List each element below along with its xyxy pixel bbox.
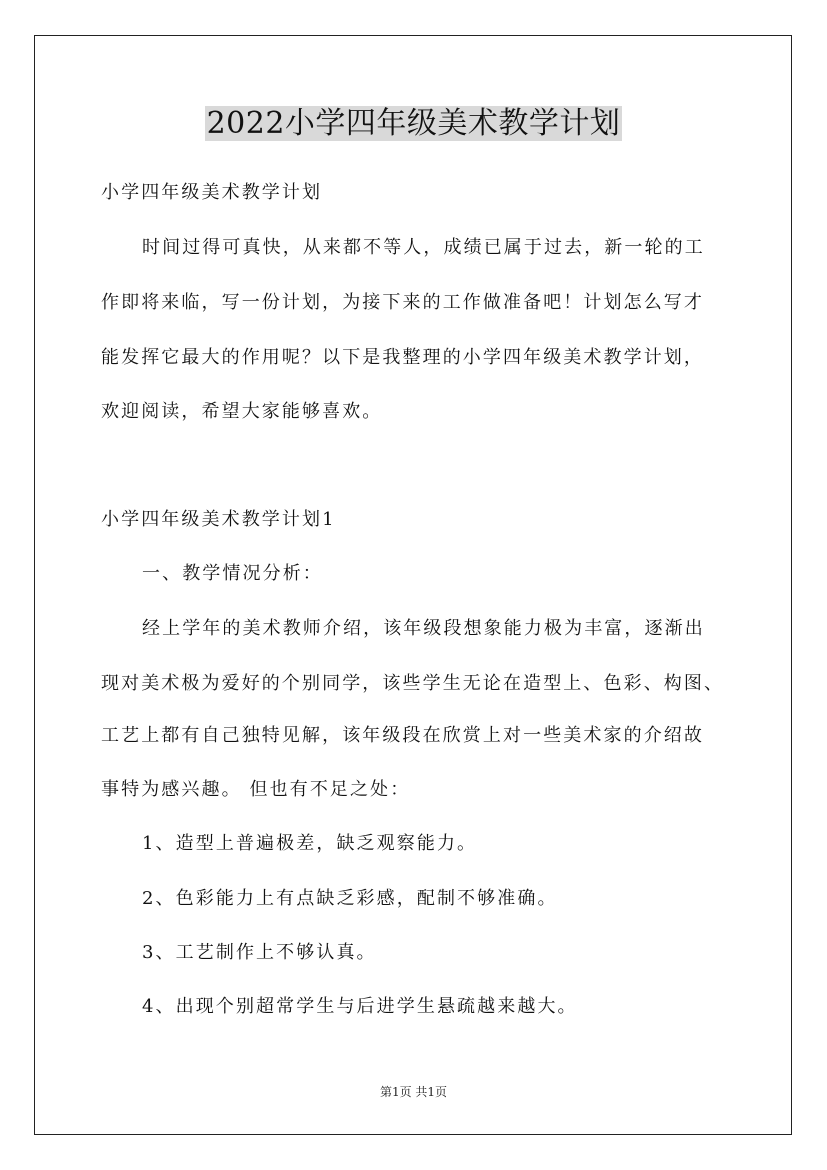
document-title	[0, 104, 827, 144]
list-item-1: 1、造型上普遍极差，缺乏观察能力。	[142, 833, 478, 854]
subtitle: 小学四年级美术教学计划	[101, 182, 323, 203]
list-item-2: 2、色彩能力上有点缺乏彩感，配制不够准确。	[142, 888, 558, 909]
intro-line-3: 能发挥它最大的作用呢？以下是我整理的小学四年级美术教学计划，	[101, 347, 704, 368]
page-footer: 第1页 共1页	[379, 1085, 448, 1099]
document-title-text: 2022小学四年级美术教学计划	[206, 106, 621, 141]
analysis-line-1: 经上学年的美术教师介绍，该年级段想象能力极为丰富，逐渐出	[142, 618, 705, 639]
intro-line-4: 欢迎阅读，希望大家能够喜欢。	[101, 401, 383, 422]
intro-line-2: 作即将来临，写一份计划，为接下来的工作做准备吧！计划怎么写才	[101, 292, 704, 313]
analysis-line-3: 工艺上都有自己独特见解，该年级段在欣赏上对一些美术家的介绍故	[101, 725, 704, 746]
list-item-4: 4、出现个别超常学生与后进学生悬疏越来越大。	[142, 996, 578, 1017]
analysis-line-4: 事特为感兴趣。 但也有不足之处：	[101, 779, 411, 800]
section-heading: 一、教学情况分析：	[142, 563, 323, 584]
intro-line-1: 时间过得可真快，从来都不等人，成绩已属于过去，新一轮的工	[142, 237, 705, 258]
section-subtitle: 小学四年级美术教学计划1	[101, 509, 336, 530]
analysis-line-2: 现对美术极为爱好的个别同学，该些学生无论在造型上、色彩、构图、	[101, 673, 725, 694]
list-item-3: 3、工艺制作上不够认真。	[142, 942, 377, 963]
